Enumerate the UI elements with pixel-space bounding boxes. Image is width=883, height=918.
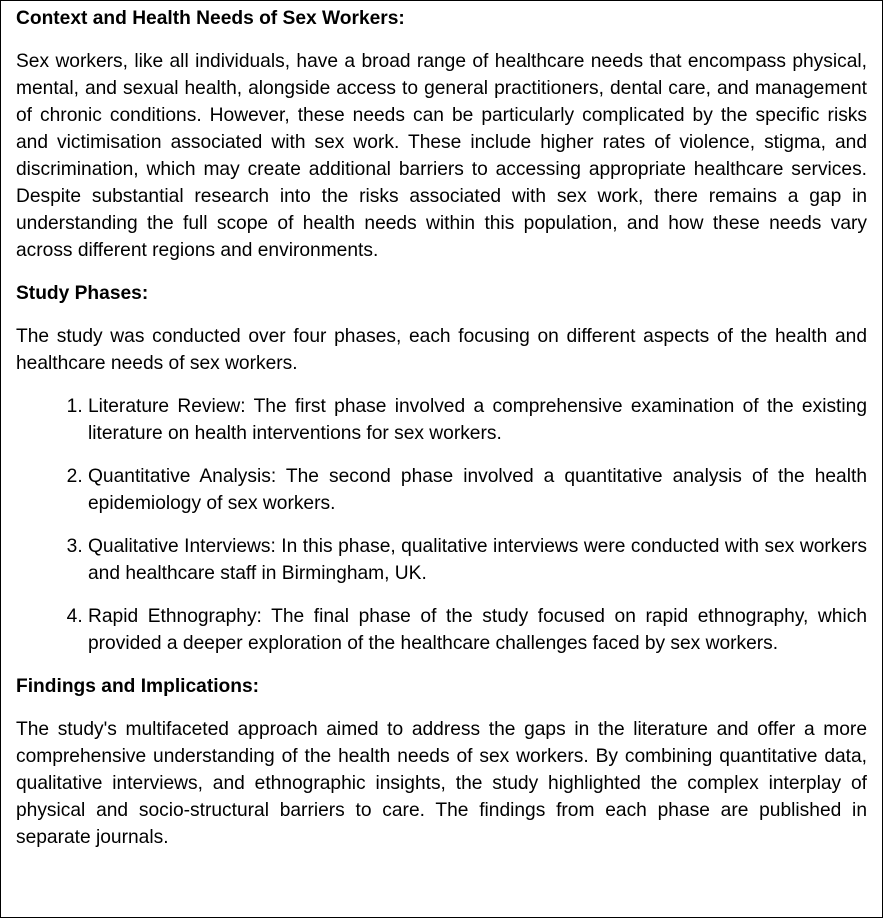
section-heading-context: Context and Health Needs of Sex Workers:	[16, 8, 405, 29]
phase-item-rapid-ethnography: 4. Rapid Ethnography: The final phase of the study focused on rapid ethnography, which provided a deeper exploration of the healthcare challenges faced by sex workers.	[88, 603, 867, 657]
phase-item-literature-review: 1. Literature Review: The first phase involved a comprehensive examination of the existing literature on health interventions for sex workers.	[88, 393, 867, 447]
section-heading-findings: Findings and Implications:	[16, 676, 260, 697]
paragraph-context: Sex workers, like all individuals, have a broad range of healthcare needs that encompass physical, mental, and sexual health, alongside access to general practitioners, dental care, and management of chronic conditions. However, these needs can be particularly complicated by the specific risks and victimisation associated with sex work. These include higher rates of violence, stigma, and discrimination, which may create additional barriers to accessing appropriate healthcare services. Despite substantial research into the risks associated with sex work, there remains a gap in understanding the full scope of health needs within this population, and how these needs vary across different regions and environments.	[16, 51, 867, 261]
paragraph-study-phases: The study was conducted over four phases, each focusing on different aspects of the health and healthcare needs of sex workers.	[16, 326, 867, 374]
paragraph-findings: The study's multifaceted approach aimed to address the gaps in the literature and offer a more comprehensive understanding of the health needs of sex workers. By combining quantitative data, qualitative interviews, and ethnographic insights, the study highlighted the complex interplay of physical and socio-structural barriers to care. The findings from each phase are published in separate journals.	[16, 719, 867, 848]
section-heading-study-phases: Study Phases:	[16, 283, 149, 304]
phase-item-qualitative-interviews: 3. Qualitative Interviews: In this phase, qualitative interviews were conducted with sex workers and healthcare staff in Birmingham, UK.	[88, 533, 867, 587]
phase-item-quantitative-analysis: 2. Quantitative Analysis: The second phase involved a quantitative analysis of the health epidemiology of sex workers.	[88, 463, 867, 517]
phase-list	[16, 393, 867, 657]
